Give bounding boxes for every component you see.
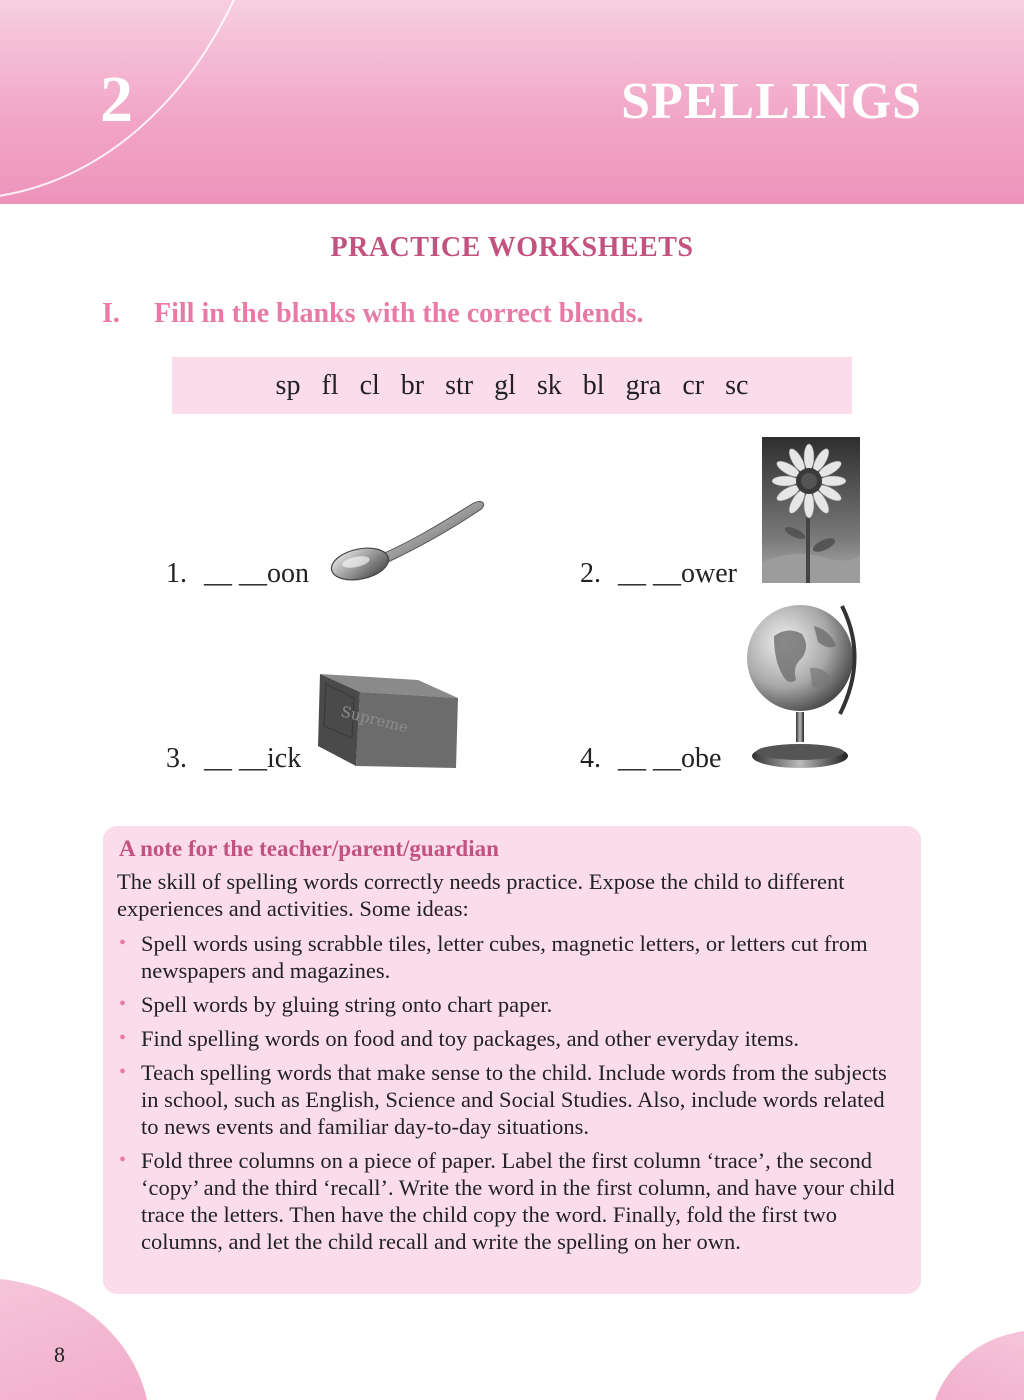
note-tip — [117, 930, 907, 984]
exercise-item-4 — [580, 743, 721, 775]
decorative-corner-bottom-right — [930, 1330, 1024, 1400]
note-tip — [117, 991, 907, 1018]
item-blank-text: __ __ower — [618, 558, 737, 589]
note-tip-text: Spell words by gluing string onto chart paper. — [141, 992, 553, 1017]
item-blank-text: __ __ick — [204, 743, 302, 774]
note-tips-list — [117, 930, 907, 1255]
teacher-note-box — [103, 826, 921, 1294]
note-tip-text: Teach spelling words that make sense to the child. Include words from the subjects in school, such as English, Science and Social Studies. Also, include words related to news events and familiar day-to-day situations. — [141, 1060, 887, 1139]
exercise-item-2 — [580, 558, 737, 590]
bullet-icon: • — [119, 1061, 127, 1083]
note-tip — [117, 1025, 907, 1052]
blend-option: sc — [725, 369, 749, 401]
note-tip — [117, 1059, 907, 1140]
section-heading: PRACTICE WORKSHEETS — [330, 232, 694, 263]
blend-options-box — [172, 357, 852, 414]
note-title: A note for the teacher/parent/guardian — [119, 836, 499, 861]
note-tip — [117, 1147, 907, 1255]
blend-option: gra — [625, 369, 662, 401]
note-tip-text: Spell words using scrabble tiles, letter cubes, magnetic letters, or letters cut from newspapers and magazines. — [141, 931, 868, 983]
exercise-heading — [102, 298, 644, 330]
bullet-icon: • — [119, 1149, 127, 1171]
brick-icon — [316, 668, 462, 768]
blend-option: sp — [275, 369, 301, 401]
item-blank-text: __ __obe — [618, 743, 722, 774]
exercise-number: I. — [102, 298, 120, 329]
chapter-header — [0, 0, 1024, 204]
globe-icon — [744, 596, 864, 772]
note-intro: The skill of spelling words correctly needs practice. Expose the child to different experiences and activities. Some ideas: — [117, 869, 845, 921]
exercise-item-3 — [166, 743, 301, 775]
exercise-instruction: Fill in the blanks with the correct blends. — [154, 298, 644, 329]
chapter-title: SPELLINGS — [621, 73, 922, 130]
spoon-icon — [330, 496, 488, 582]
note-tip-text: Find spelling words on food and toy packages, and other everyday items. — [141, 1026, 799, 1051]
item-number: 2. — [580, 558, 601, 589]
decorative-corner-bottom-left — [0, 1278, 150, 1400]
blend-option: gl — [494, 369, 516, 401]
blend-option: cl — [359, 369, 380, 401]
bullet-icon: • — [119, 932, 127, 954]
chapter-number: 2 — [100, 63, 133, 136]
blend-option: cr — [682, 369, 705, 401]
item-number: 3. — [166, 743, 187, 774]
blend-option: str — [445, 369, 474, 401]
blend-option: br — [400, 369, 425, 401]
exercise-item-1 — [166, 558, 309, 590]
item-number: 1. — [166, 558, 187, 589]
bullet-icon: • — [119, 993, 127, 1015]
brick-engraving: Supreme — [339, 702, 411, 737]
page-number: 8 — [54, 1342, 65, 1367]
header-decorative-arc — [0, 0, 280, 200]
bullet-icon: • — [119, 1027, 127, 1049]
blend-option: bl — [582, 369, 605, 401]
item-number: 4. — [580, 743, 601, 774]
note-tip-text: Fold three columns on a piece of paper. Label the first column ‘trace’, the second ‘copy’ and the third ‘recall’. Write the word in the first column, and have your child trace the letters. Then have the child copy the word. Finally, fold the first two columns, and let the child recall and write the spelling on her own. — [141, 1148, 895, 1254]
blend-option: sk — [536, 369, 562, 401]
item-blank-text: __ __oon — [204, 558, 309, 589]
sunflower-icon — [762, 437, 860, 583]
blend-option: fl — [321, 369, 339, 401]
